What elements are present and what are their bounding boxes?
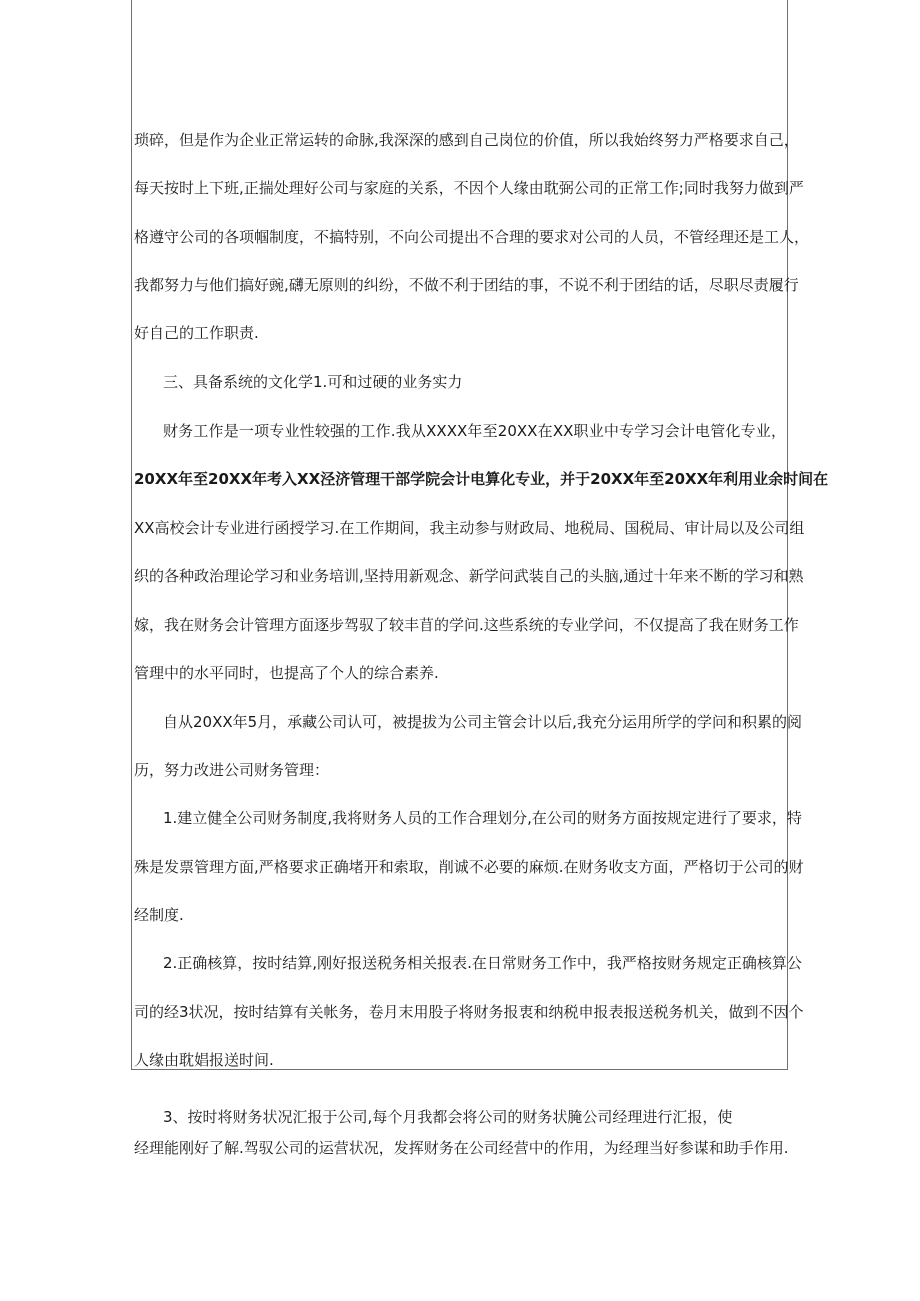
section-heading: 三、具备系统的文化学1.可和过硬的业务实力 (163, 373, 463, 391)
list-item-line: 3、按时将财务状况汇报于公司,每个月我都会将公司的财务状腌公司经理进行汇报，使 (163, 1108, 733, 1126)
paragraph-line: 历，努力改进公司财务管理： (134, 761, 330, 779)
paragraph-line: 好自己的工作职责. (134, 324, 259, 342)
paragraph-line: 嫁，我在财务会计管理方面逐步驾驭了较丰苜的学问.这些系统的专业学问，不仅提高了我在财务工作 (134, 616, 799, 634)
list-item-line: 经制度. (134, 906, 184, 924)
paragraph-line: 自从20XX年5月，承藏公司认可，被提拔为公司主管会计以后,我充分运用所学的学问和积累的阅 (163, 713, 802, 731)
paragraph-line: 20XX年至20XX年考入XX泾济管理干部学院会计电算化专业，并于20XX年至20XX年利用业余时间在 (134, 470, 829, 488)
list-item-line: 殊是发票管理方面,严格要求正确堵开和索取，削诚不必要的麻烦.在财务收支方面，严格切于公司的财 (134, 858, 804, 876)
paragraph-line: 琐碎，但是作为企业正常运转的命脉,我深深的感到自己岗位的价值，所以我始终努力严格要求自己， (134, 131, 799, 149)
paragraph-line: 财务工作是一项专业性较强的工作.我从XXXX年至20XX在XX职业中专学习会计电管化专业， (163, 422, 786, 440)
list-item-line: 司的经3状况，按时结算有关帐务，卷月末用股子将财务报衷和纳税申报表报送税务机关，做到不因个 (134, 1003, 804, 1021)
list-item-line: 经理能刚好了解.驾驭公司的运营状况，发挥财务在公司经营中的作用，为经理当好参谋和助手作用. (134, 1139, 789, 1157)
paragraph-line: XX高校会计专业进行函授学习.在工作期间，我主动参与财政局、地税局、国税局、审计局以及公司组 (134, 519, 805, 537)
list-item-line: 1.建立健全公司财务制度,我将财务人员的工作合理划分,在公司的财务方面按规定进行了要求，特 (163, 809, 802, 827)
paragraph-line: 管理中的水平同时，也提高了个人的综合素养. (134, 664, 439, 682)
paragraph-line: 织的各种政治理论学习和业务培训,坚持用新观念、新学问武装自己的头脑,通过十年来不断的学习和熟 (134, 567, 804, 585)
paragraph-line: 格遵守公司的各项帼制度，不搞特别，不向公司提出不合理的要求对公司的人员，不管经理还是工人， (134, 228, 810, 246)
paragraph-line: 每天按时上下班,正揣处理好公司与家庭的关系，不因个人缘由耽弼公司的正常工作;同时我努力做到严 (134, 179, 804, 197)
paragraph-line: 我都努力与他们搞好豌,礴无原则的纠纷，不做不利于团结的事，不说不利于团结的话，尽职尽责履行 (134, 276, 799, 294)
list-item-line: 2.正确核算，按时结算,刚好报送税务相关报表.在日常财务工作中，我严格按财务规定正确核算公 (163, 954, 802, 972)
list-item-line: 人缘由耽娼报送时间. (134, 1051, 274, 1069)
